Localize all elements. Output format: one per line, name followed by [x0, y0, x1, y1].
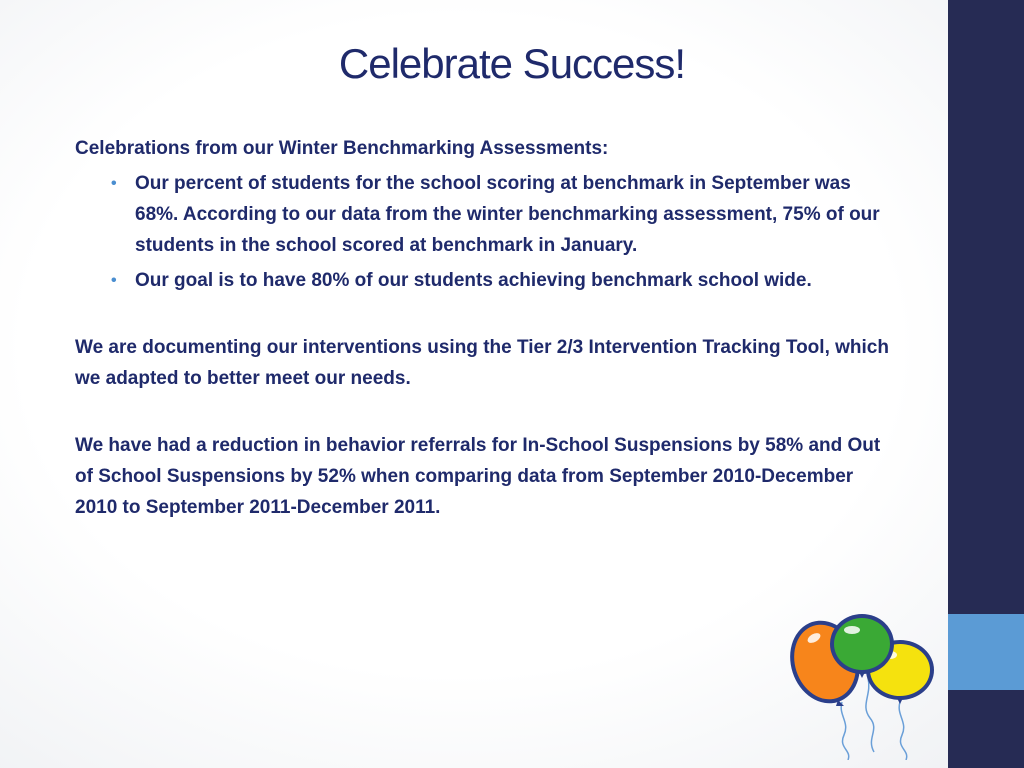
slide-title: Celebrate Success! — [338, 40, 686, 87]
list-item — [111, 168, 895, 261]
list-item — [111, 265, 895, 296]
intro-line: Celebrations from our Winter Benchmarking Assessments: — [75, 138, 609, 159]
bullet-text: Our percent of students for the school scoring at benchmark in September was 68%. According to our data from the winter benchmarking assessment, 75% of our students in the school scored at benchmark in January. — [135, 173, 880, 256]
bullet-icon: • — [111, 272, 117, 289]
referrals-paragraph: We have had a reduction in behavior referrals for In-School Suspensions by 58% and Out of School Suspensions by 52% when comparing data from September 2010-December 2010 to September 2011-December 2011. — [75, 435, 881, 518]
interventions-paragraph: We are documenting our interventions using the Tier 2/3 Intervention Tracking Tool, which we adapted to better meet our needs. — [75, 337, 889, 389]
balloons-icon — [780, 610, 940, 760]
sidebar-accent-square — [948, 614, 1024, 690]
bullet-text: Our goal is to have 80% of our students achieving benchmark school wide. — [135, 270, 812, 291]
bullet-list — [75, 168, 895, 296]
bullet-icon: • — [111, 175, 117, 192]
slide-body — [75, 133, 895, 523]
